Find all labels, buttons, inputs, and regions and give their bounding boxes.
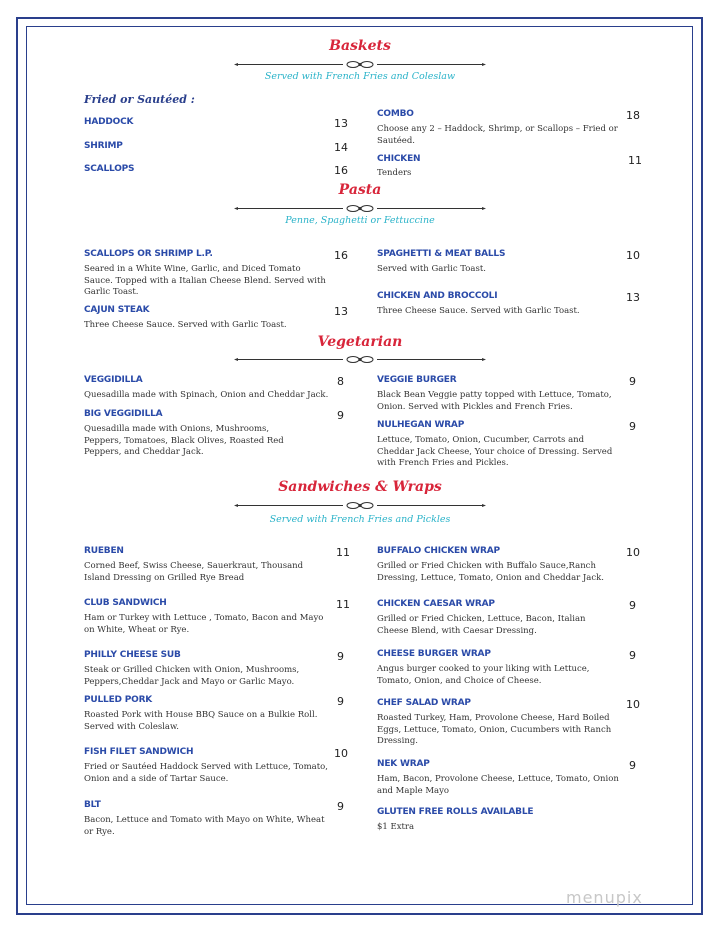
section-title-vegetarian: Vegetarian <box>317 334 403 350</box>
item-name: HADDOCK <box>84 117 134 127</box>
item-description: Steak or Grilled Chicken with Onion, Mushrooms, Peppers,Cheddar Jack and Mayo or Garlic Mayo. <box>84 665 300 687</box>
item-name: FISH FILET SANDWICH <box>84 747 194 757</box>
section-subtitle-sandwiches: Served with French Fries and Pickles <box>269 514 451 525</box>
ornament-divider-pasta <box>232 204 488 213</box>
item-description: Quesadilla made with Spinach, Onion and Cheddar Jack. <box>84 390 329 400</box>
ornament-divider-sandwiches <box>232 501 488 510</box>
item-description: Corned Beef, Swiss Cheese, Sauerkraut, Thousand Island Dressing on Grilled Rye Bread <box>84 561 304 583</box>
item-price: 10 <box>626 698 640 711</box>
item-name: NEK WRAP <box>377 759 430 769</box>
item-description: Black Bean Veggie patty topped with Lettuce, Tomato, Onion. Served with Pickles and French Fries. <box>377 390 612 412</box>
item-name: PULLED PORK <box>84 695 153 705</box>
item-description: Ham or Turkey with Lettuce , Tomato, Bacon and Mayo on White, Wheat or Rye. <box>84 613 324 635</box>
item-name: CAJUN STEAK <box>84 305 150 315</box>
item-name: VEGGIDILLA <box>84 375 143 385</box>
section-title-sandwiches-wraps: Sandwiches & Wraps <box>278 479 442 495</box>
section-title-pasta: Pasta <box>338 182 382 198</box>
item-description: Fried or Sautéed Haddock Served with Lettuce, Tomato, Onion and a side of Tartar Sauce. <box>84 762 328 784</box>
item-price: 13 <box>334 117 348 130</box>
item-name: BIG VEGGIDILLA <box>84 409 163 419</box>
item-name: PHILLY CHEESE SUB <box>84 650 181 660</box>
item-price: 9 <box>337 800 344 813</box>
item-description: Choose any 2 – Haddock, Shrimp, or Scallops – Fried or Sautéed. <box>377 124 618 146</box>
item-name: BLT <box>84 800 101 810</box>
item-name: NULHEGAN WRAP <box>377 420 465 430</box>
item-description: $1 Extra <box>377 822 415 832</box>
item-name: CHICKEN AND BROCCOLI <box>377 291 498 301</box>
item-price: 11 <box>336 598 350 611</box>
item-description: Tenders <box>377 168 412 178</box>
item-description: Ham, Bacon, Provolone Cheese, Lettuce, Tomato, Onion and Maple Mayo <box>377 774 619 796</box>
item-description: Grilled or Fried Chicken with Buffalo Sauce,Ranch Dressing, Lettuce, Tomato, Onion and Cheddar Jack. <box>377 561 604 583</box>
item-description: Quesadilla made with Onions, Mushrooms, Peppers, Tomatoes, Black Olives, Roasted Red Peppers, and Cheddar Jack. <box>84 424 284 457</box>
item-description: Served with Garlic Toast. <box>377 264 486 274</box>
item-name: SCALLOPS OR SHRIMP L.P. <box>84 249 213 259</box>
item-description: Bacon, Lettuce and Tomato with Mayo on White, Wheat or Rye. <box>84 815 325 837</box>
item-price: 9 <box>337 409 344 422</box>
item-price: 10 <box>334 747 348 760</box>
item-description: Grilled or Fried Chicken, Lettuce, Bacon, Italian Cheese Blend, with Caesar Dressing. <box>377 614 586 636</box>
section-subtitle-pasta: Penne, Spaghetti or Fettuccine <box>285 215 435 226</box>
item-price: 14 <box>334 141 348 154</box>
item-description: Seared in a White Wine, Garlic, and Diced Tomato Sauce. Topped with a Italian Cheese Blend. Served with Garlic Toast. <box>84 264 326 297</box>
item-price: 13 <box>334 305 348 318</box>
item-name: CHEF SALAD WRAP <box>377 698 471 708</box>
item-name: BUFFALO CHICKEN WRAP <box>377 546 500 556</box>
item-price: 9 <box>629 375 636 388</box>
item-description: Roasted Pork with House BBQ Sauce on a Bulkie Roll. Served with Coleslaw. <box>84 710 318 732</box>
item-description: Three Cheese Sauce. Served with Garlic Toast. <box>377 306 580 316</box>
item-description: Roasted Turkey, Ham, Provolone Cheese, Hard Boiled Eggs, Lettuce, Tomato, Onion, Cucumbers with Ranch Dressing. <box>377 713 612 746</box>
item-price: 8 <box>337 375 344 388</box>
item-description: Angus burger cooked to your liking with Lettuce, Tomato, Onion, and Choice of Cheese. <box>377 664 590 686</box>
item-price: 9 <box>337 650 344 663</box>
item-name: COMBO <box>377 109 414 119</box>
section-subtitle-baskets: Served with French Fries and Coleslaw <box>264 71 456 82</box>
item-price: 18 <box>626 109 640 122</box>
item-name: CLUB SANDWICH <box>84 598 167 608</box>
item-price: 9 <box>629 759 636 772</box>
item-price: 13 <box>626 291 640 304</box>
item-price: 10 <box>626 249 640 262</box>
item-name: RUEBEN <box>84 546 124 556</box>
item-price: 9 <box>629 599 636 612</box>
item-name: VEGGIE BURGER <box>377 375 457 385</box>
item-price: 9 <box>629 649 636 662</box>
item-name: SPAGHETTI & MEAT BALLS <box>377 249 506 259</box>
ornament-divider-baskets <box>232 60 488 69</box>
item-name: GLUTEN FREE ROLLS AVAILABLE <box>377 807 534 817</box>
item-price: 16 <box>334 249 348 262</box>
item-name: CHEESE BURGER WRAP <box>377 649 491 659</box>
item-name: CHICKEN CAESAR WRAP <box>377 599 495 609</box>
section-title-baskets: Baskets <box>329 38 391 54</box>
item-price: 16 <box>334 164 348 177</box>
watermark-logo: menupix <box>566 888 643 907</box>
ornament-divider-vegetarian <box>232 355 488 364</box>
item-price: 10 <box>626 546 640 559</box>
item-price: 9 <box>629 420 636 433</box>
category-fried-or-sauteed: Fried or Sautéed : <box>84 93 195 106</box>
item-description: Lettuce, Tomato, Onion, Cucumber, Carrots and Cheddar Jack Cheese, Your choice of Dressing. Served with French Fries and Pickles. <box>377 435 613 468</box>
item-name: CHICKEN <box>377 154 421 164</box>
item-name: SCALLOPS <box>84 164 135 174</box>
item-name: SHRIMP <box>84 141 123 151</box>
item-price: 9 <box>337 695 344 708</box>
item-price: 11 <box>336 546 350 559</box>
item-price: 11 <box>628 154 642 167</box>
item-description: Three Cheese Sauce. Served with Garlic Toast. <box>84 320 287 330</box>
